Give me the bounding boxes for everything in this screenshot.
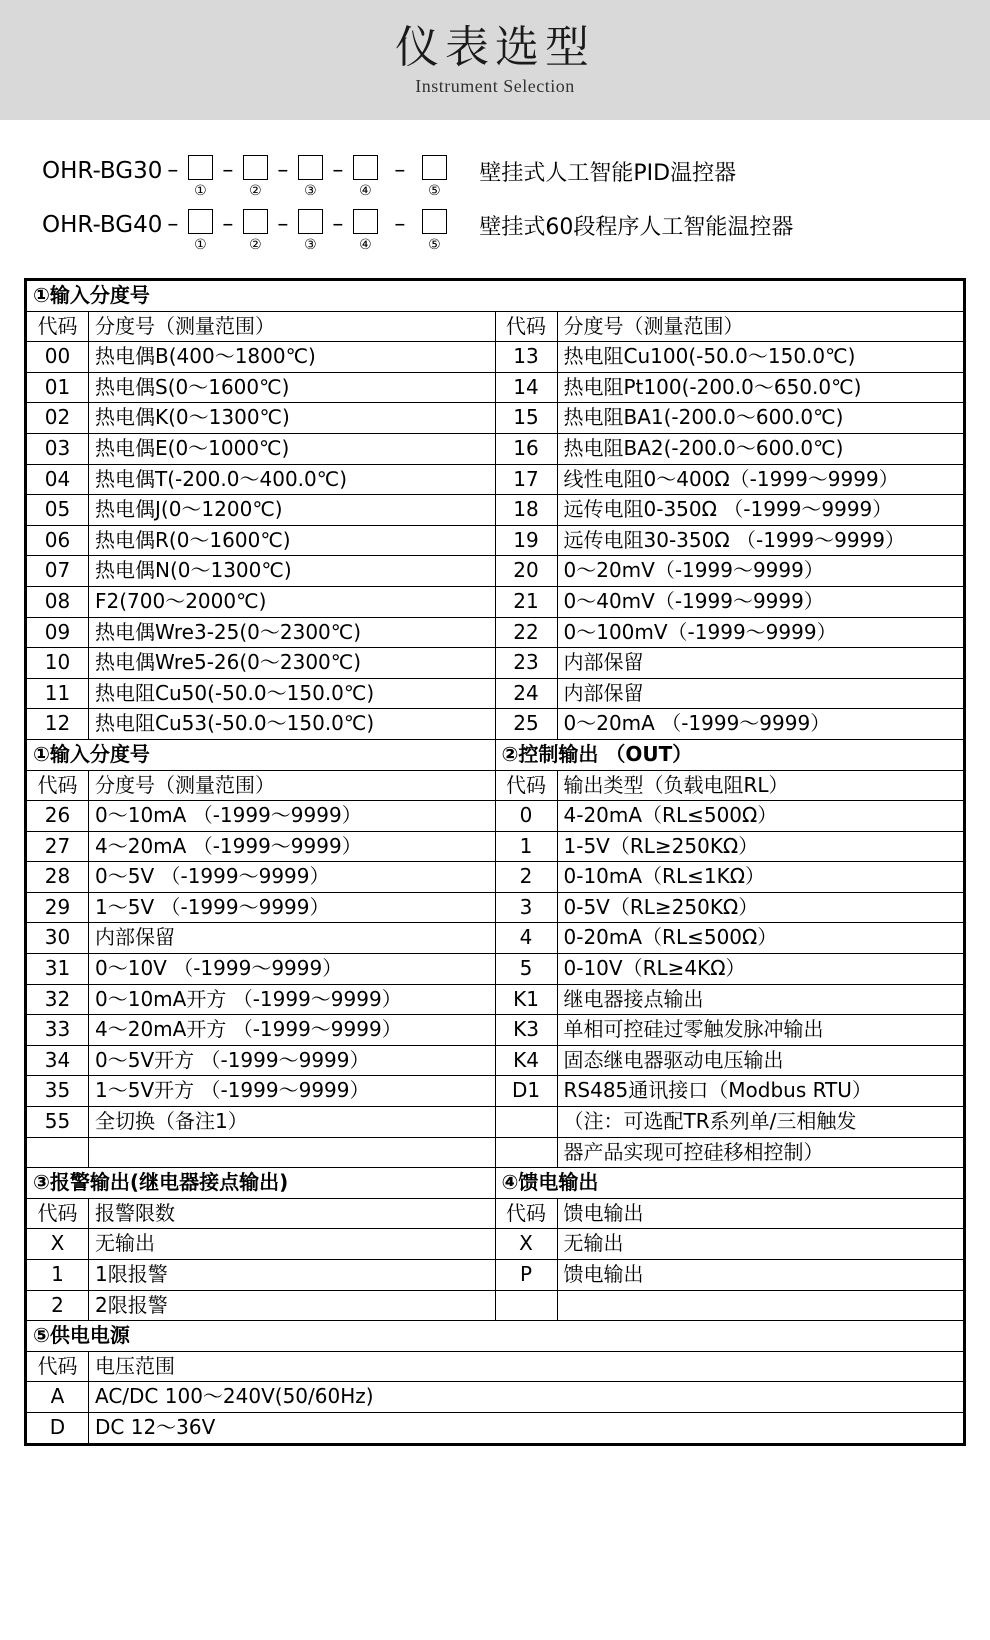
code-box[interactable]	[422, 155, 447, 180]
dash-separator: –	[167, 158, 179, 183]
page-subtitle: Instrument Selection	[415, 75, 575, 96]
code-cell: 0	[495, 801, 557, 832]
desc-cell: 0～10mA （-1999～9999）	[89, 801, 496, 832]
code-cell	[27, 1137, 89, 1168]
table-row	[27, 433, 964, 464]
desc-cell: 继电器接点输出	[557, 984, 964, 1015]
code-box[interactable]	[298, 155, 323, 180]
code-cell	[495, 1137, 557, 1168]
desc-cell: 热电阻BA2(-200.0～600.0℃)	[557, 433, 964, 464]
code-box[interactable]	[298, 209, 323, 234]
col-header-desc: 电压范围	[89, 1351, 964, 1382]
code-cell: 09	[27, 617, 89, 648]
desc-cell: 热电阻Cu50(-50.0～150.0℃)	[89, 678, 496, 709]
table-row	[27, 648, 964, 679]
code-cell: 22	[495, 617, 557, 648]
dash-separator: –	[332, 158, 344, 183]
desc-cell: DC 12～36V	[89, 1412, 964, 1443]
desc-cell: 0～5V开方 （-1999～9999）	[89, 1045, 496, 1076]
page-title: 仪表选型	[395, 22, 595, 74]
section-title-row	[27, 281, 964, 312]
desc-cell: 0-10V（RL≥4KΩ）	[557, 954, 964, 985]
col-header-desc: 报警限数	[89, 1198, 496, 1229]
code-cell: 15	[495, 403, 557, 434]
desc-cell: 热电偶T(-200.0～400.0℃)	[89, 464, 496, 495]
desc-cell: 热电阻Cu53(-50.0～150.0℃)	[89, 709, 496, 740]
code-cell: 13	[495, 342, 557, 373]
dash-separator: –	[394, 212, 406, 237]
code-cell: 26	[27, 801, 89, 832]
code-cell: 27	[27, 831, 89, 862]
desc-cell: 热电偶J(0～1200℃)	[89, 495, 496, 526]
model-name: OHR-BG30	[42, 158, 163, 184]
code-cell: A	[27, 1382, 89, 1413]
table-row	[27, 923, 964, 954]
code-box[interactable]	[353, 155, 378, 180]
code-cell: P	[495, 1260, 557, 1291]
desc-cell: 热电偶K(0～1300℃)	[89, 403, 496, 434]
box-index-label: ④	[359, 237, 372, 253]
table-row	[27, 862, 964, 893]
desc-cell: 2限报警	[89, 1290, 496, 1321]
code-cell: 1	[27, 1260, 89, 1291]
dash-separator: –	[277, 158, 289, 183]
spec-table	[26, 280, 964, 1444]
desc-cell: 线性电阻0～400Ω（-1999～9999）	[557, 464, 964, 495]
code-cell: 55	[27, 1107, 89, 1138]
desc-cell: 热电偶Wre5-26(0～2300℃)	[89, 648, 496, 679]
dash-separator: –	[394, 158, 406, 183]
code-cell: 34	[27, 1045, 89, 1076]
table-row	[27, 892, 964, 923]
desc-cell: 4-20mA（RL≤500Ω）	[557, 801, 964, 832]
code-cell: 28	[27, 862, 89, 893]
code-cell: D1	[495, 1076, 557, 1107]
model-box-group	[162, 204, 451, 252]
code-cell: 29	[27, 892, 89, 923]
table-header-row	[27, 770, 964, 801]
col-header-code: 代码	[495, 770, 557, 801]
code-cell: 06	[27, 525, 89, 556]
table-row	[27, 556, 964, 587]
box-index-label: ②	[249, 237, 262, 253]
code-cell: 2	[27, 1290, 89, 1321]
col-header-desc: 馈电输出	[557, 1198, 964, 1229]
table-row	[27, 464, 964, 495]
col-header-desc: 分度号（测量范围）	[89, 311, 496, 342]
dash-separator: –	[277, 212, 289, 237]
table-row	[27, 1382, 964, 1413]
col-header-code: 代码	[495, 311, 557, 342]
desc-cell: 1～5V开方 （-1999～9999）	[89, 1076, 496, 1107]
desc-cell: 馈电输出	[557, 1260, 964, 1291]
code-cell: 5	[495, 954, 557, 985]
code-cell: K3	[495, 1015, 557, 1046]
col-header-desc: 分度号（测量范围）	[557, 311, 964, 342]
box-index-label: ②	[249, 183, 262, 199]
code-cell: 04	[27, 464, 89, 495]
code-cell: 07	[27, 556, 89, 587]
desc-cell: 4～20mA开方 （-1999～9999）	[89, 1015, 496, 1046]
desc-cell: RS485通讯接口（Modbus RTU）	[557, 1076, 964, 1107]
table-row	[27, 1260, 964, 1291]
code-cell: 1	[495, 831, 557, 862]
model-box-3	[293, 204, 327, 252]
model-box-1	[183, 204, 217, 252]
table-row	[27, 1229, 964, 1260]
code-cell: 10	[27, 648, 89, 679]
desc-cell: F2(700～2000℃)	[89, 586, 496, 617]
dash-separator: –	[222, 158, 234, 183]
code-cell: 4	[495, 923, 557, 954]
desc-cell: 内部保留	[89, 923, 496, 954]
col-header-code: 代码	[27, 1351, 89, 1382]
table-row	[27, 1412, 964, 1443]
desc-cell: 热电偶S(0～1600℃)	[89, 372, 496, 403]
code-cell: 32	[27, 984, 89, 1015]
desc-cell: 热电偶B(400～1800℃)	[89, 342, 496, 373]
model-box-4	[348, 204, 382, 252]
table-row	[27, 403, 964, 434]
desc-cell: AC/DC 100～240V(50/60Hz)	[89, 1382, 964, 1413]
desc-cell	[89, 1137, 496, 1168]
box-index-label: ③	[304, 183, 317, 199]
code-cell: 35	[27, 1076, 89, 1107]
dash-separator: –	[167, 212, 179, 237]
code-cell	[495, 1290, 557, 1321]
desc-cell: 热电阻Cu100(-50.0～150.0℃)	[557, 342, 964, 373]
desc-cell: 热电阻BA1(-200.0～600.0℃)	[557, 403, 964, 434]
desc-cell: 无输出	[557, 1229, 964, 1260]
table-row	[27, 984, 964, 1015]
desc-cell: 4～20mA （-1999～9999）	[89, 831, 496, 862]
col-header-code: 代码	[27, 311, 89, 342]
section-2-title: ②控制输出 （OUT）	[495, 739, 964, 770]
code-cell	[495, 1107, 557, 1138]
code-cell: 25	[495, 709, 557, 740]
model-row-bg30	[0, 150, 990, 198]
model-box-2	[238, 204, 272, 252]
model-name: OHR-BG40	[42, 212, 163, 238]
table-row	[27, 801, 964, 832]
code-cell: 31	[27, 954, 89, 985]
code-cell: 16	[495, 433, 557, 464]
code-cell: 08	[27, 586, 89, 617]
code-cell: 17	[495, 464, 557, 495]
code-cell: 21	[495, 586, 557, 617]
spec-table-container	[24, 278, 966, 1446]
table-header-row	[27, 1351, 964, 1382]
code-cell: 19	[495, 525, 557, 556]
table-row	[27, 709, 964, 740]
desc-cell: 热电偶E(0～1000℃)	[89, 433, 496, 464]
code-box[interactable]	[422, 209, 447, 234]
desc-cell-continuation: 器产品实现可控硅移相控制）	[557, 1137, 964, 1168]
code-cell: 20	[495, 556, 557, 587]
code-cell: K1	[495, 984, 557, 1015]
code-cell: X	[495, 1229, 557, 1260]
section-3-title: ③报警输出(继电器接点输出)	[27, 1168, 496, 1199]
model-code-area	[0, 120, 990, 268]
section-1b-title: ①输入分度号	[27, 739, 496, 770]
code-cell: 00	[27, 342, 89, 373]
model-box-3	[293, 150, 327, 198]
code-cell: 24	[495, 678, 557, 709]
table-row	[27, 1015, 964, 1046]
desc-cell: 0～100mV（-1999～9999）	[557, 617, 964, 648]
box-index-label: ①	[194, 183, 207, 199]
desc-cell: 热电阻Pt100(-200.0～650.0℃)	[557, 372, 964, 403]
code-cell: D	[27, 1412, 89, 1443]
col-header-code: 代码	[27, 1198, 89, 1229]
desc-cell: 0-20mA（RL≤500Ω）	[557, 923, 964, 954]
box-index-label: ①	[194, 237, 207, 253]
desc-cell: 远传电阻0-350Ω （-1999～9999）	[557, 495, 964, 526]
table-row	[27, 342, 964, 373]
desc-cell: 0～20mA （-1999～9999）	[557, 709, 964, 740]
desc-cell	[557, 1290, 964, 1321]
desc-cell: 0～10V （-1999～9999）	[89, 954, 496, 985]
model-box-4	[348, 150, 382, 198]
table-header-row	[27, 311, 964, 342]
section-title-row	[27, 1168, 964, 1199]
table-row	[27, 954, 964, 985]
desc-cell: 1～5V （-1999～9999）	[89, 892, 496, 923]
box-index-label: ⑤	[428, 183, 441, 199]
col-header-code: 代码	[495, 1198, 557, 1229]
dash-separator: –	[332, 212, 344, 237]
desc-cell: 0～10mA开方 （-1999～9999）	[89, 984, 496, 1015]
model-box-5	[417, 150, 451, 198]
table-row	[27, 1290, 964, 1321]
desc-cell: 全切换（备注1）	[89, 1107, 496, 1138]
code-cell: X	[27, 1229, 89, 1260]
section-1-title: ①输入分度号	[27, 281, 964, 312]
model-box-1	[183, 150, 217, 198]
table-row	[27, 1076, 964, 1107]
table-row	[27, 1137, 964, 1168]
section-5-title: ⑤供电电源	[27, 1321, 964, 1352]
code-cell: 11	[27, 678, 89, 709]
code-cell: 12	[27, 709, 89, 740]
code-box[interactable]	[353, 209, 378, 234]
table-row	[27, 372, 964, 403]
code-cell: K4	[495, 1045, 557, 1076]
code-box[interactable]	[243, 209, 268, 234]
code-cell: 18	[495, 495, 557, 526]
model-box-5	[417, 204, 451, 252]
desc-cell: 0～5V （-1999～9999）	[89, 862, 496, 893]
desc-cell: 1限报警	[89, 1260, 496, 1291]
code-box[interactable]	[188, 155, 213, 180]
code-cell: 30	[27, 923, 89, 954]
dash-separator: –	[222, 212, 234, 237]
desc-cell: 单相可控硅过零触发脉冲输出	[557, 1015, 964, 1046]
code-cell: 23	[495, 648, 557, 679]
table-row	[27, 495, 964, 526]
desc-cell: 0-10mA（RL≤1KΩ）	[557, 862, 964, 893]
code-cell: 2	[495, 862, 557, 893]
code-cell: 03	[27, 433, 89, 464]
col-header-code: 代码	[27, 770, 89, 801]
desc-cell: 内部保留	[557, 648, 964, 679]
desc-cell: 0～40mV（-1999～9999）	[557, 586, 964, 617]
col-header-desc: 输出类型（负载电阻RL）	[557, 770, 964, 801]
code-cell: 01	[27, 372, 89, 403]
desc-cell: 热电偶Wre3-25(0～2300℃)	[89, 617, 496, 648]
table-row	[27, 1107, 964, 1138]
code-cell: 3	[495, 892, 557, 923]
model-description: 壁挂式人工智能PID温控器	[479, 161, 737, 186]
code-cell: 05	[27, 495, 89, 526]
code-cell: 33	[27, 1015, 89, 1046]
code-cell: 02	[27, 403, 89, 434]
table-row	[27, 1045, 964, 1076]
table-header-row	[27, 1198, 964, 1229]
table-row	[27, 678, 964, 709]
desc-cell: 热电偶R(0～1600℃)	[89, 525, 496, 556]
table-row	[27, 525, 964, 556]
desc-cell: 固态继电器驱动电压输出	[557, 1045, 964, 1076]
model-row-bg40	[0, 204, 990, 252]
page-header	[0, 0, 990, 120]
section-title-row	[27, 1321, 964, 1352]
desc-cell: 1-5V（RL≥250KΩ）	[557, 831, 964, 862]
section-4-title: ④馈电输出	[495, 1168, 964, 1199]
col-header-desc: 分度号（测量范围）	[89, 770, 496, 801]
desc-cell: 远传电阻30-350Ω （-1999～9999）	[557, 525, 964, 556]
code-box[interactable]	[188, 209, 213, 234]
desc-cell: 无输出	[89, 1229, 496, 1260]
code-cell: 14	[495, 372, 557, 403]
box-index-label: ③	[304, 237, 317, 253]
desc-cell: 内部保留	[557, 678, 964, 709]
table-row	[27, 831, 964, 862]
section-title-row	[27, 739, 964, 770]
desc-cell-continuation: （注：可选配TR系列单/三相触发	[557, 1107, 964, 1138]
table-row	[27, 586, 964, 617]
desc-cell: 0-5V（RL≥250KΩ）	[557, 892, 964, 923]
code-box[interactable]	[243, 155, 268, 180]
box-index-label: ④	[359, 183, 372, 199]
model-box-2	[238, 150, 272, 198]
model-description: 壁挂式60段程序人工智能温控器	[479, 215, 794, 240]
desc-cell: 热电偶N(0～1300℃)	[89, 556, 496, 587]
desc-cell: 0～20mV（-1999～9999）	[557, 556, 964, 587]
model-box-group	[162, 150, 451, 198]
table-row	[27, 617, 964, 648]
box-index-label: ⑤	[428, 237, 441, 253]
